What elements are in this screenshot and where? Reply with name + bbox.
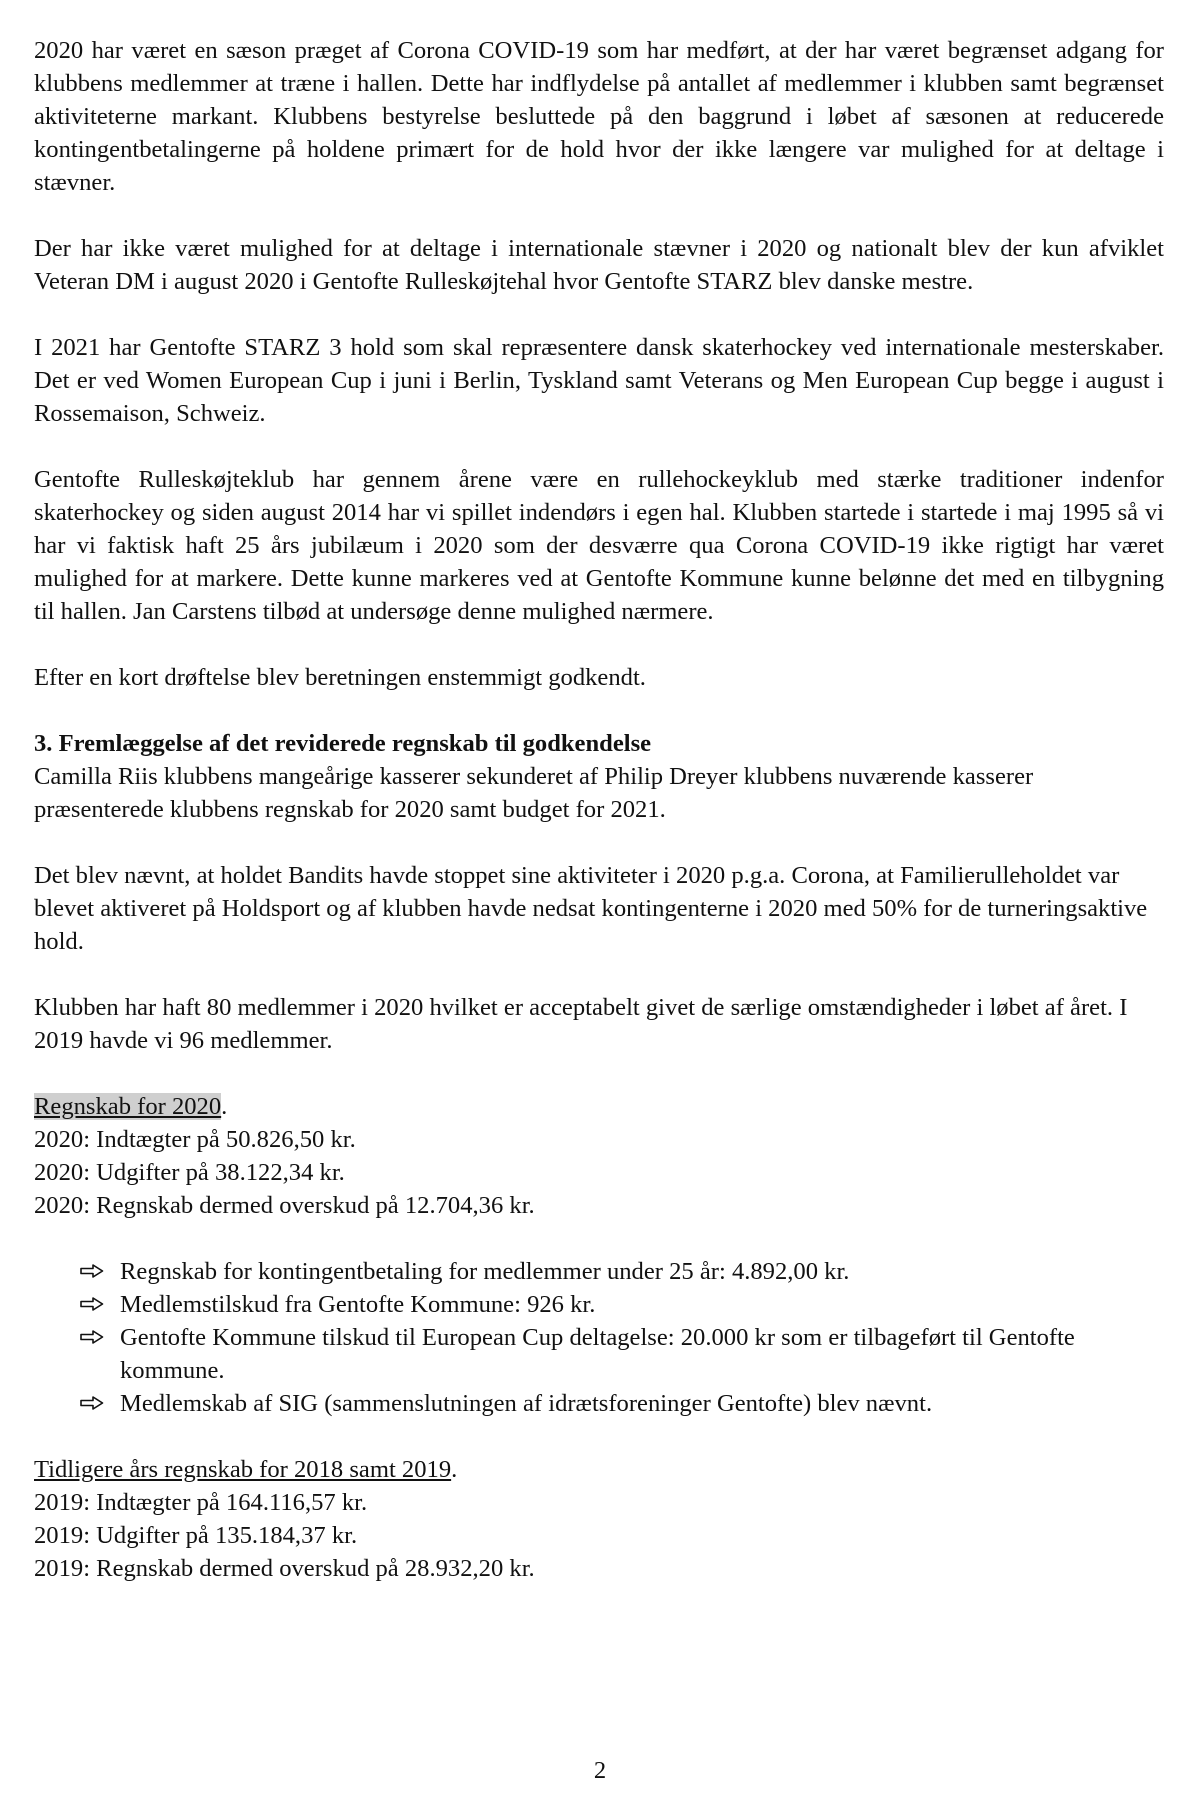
accounts-2019-income: 2019: Indtægter på 164.116,57 kr. <box>34 1489 368 1516</box>
hollow-right-arrow-icon <box>80 1297 104 1311</box>
bullet-text: Medlemstilskud fra Gentofte Kommune: 926 kr. <box>120 1291 596 1318</box>
accounts-2020-surplus: 2020: Regnskab dermed overskud på 12.704,36 kr. <box>34 1192 535 1219</box>
bullet-text: Regnskab for kontingentbetaling for medlemmer under 25 år: 4.892,00 kr. <box>120 1258 850 1285</box>
bullet-text: Gentofte Kommune tilskud til European Cup deltagelse: 20.000 kr som er tilbageført til Gentofte kommune. <box>120 1324 1075 1384</box>
list-item <box>80 1288 1164 1321</box>
accounts-prior-heading-suffix: . <box>451 1456 458 1483</box>
paragraph-club-history: Gentofte Rulleskøjteklub har gennem årene være en rullehockeyklub med stærke traditioner indenfor skaterhockey og siden august 2014 har vi spillet indendørs i egen hal. Klubben startede i startede i maj 1995 så vi har vi faktisk haft 25 års jubilæum i 2020 som der desværre qua Corona COVID-19 ikke rigtigt har været mulighed for at markere. Dette kunne markeres ved at Gentofte Kommune kunne belønne det med en tilbygning til hallen. Jan Carstens tilbød at undersøge denne mulighed nærmere. <box>34 466 1164 625</box>
paragraph-members: Klubben har haft 80 medlemmer i 2020 hvilket er acceptabelt givet de særlige omstændigheder i løbet af året. I 2019 havde vi 96 medlemmer. <box>34 994 1128 1054</box>
page-number: 2 <box>593 1757 607 1784</box>
hollow-right-arrow-icon <box>80 1330 104 1344</box>
hollow-right-arrow-icon <box>80 1396 104 1410</box>
section-3-heading: 3. Fremlæggelse af det reviderede regnskab til godkendelse <box>34 730 652 757</box>
accounts-2020-lines <box>34 1123 1164 1222</box>
bullet-text: Medlemskab af SIG (sammenslutningen af idrætsforeninger Gentofte) blev nævnt. <box>120 1390 933 1417</box>
accounts-2020-income: 2020: Indtægter på 50.826,50 kr. <box>34 1126 356 1153</box>
accounts-prior-heading <box>34 1453 1164 1486</box>
hollow-right-arrow-icon <box>80 1264 104 1278</box>
accounts-2020-heading-suffix: . <box>221 1093 228 1120</box>
paragraph-season-2020: 2020 har været en sæson præget af Corona COVID-19 som har medført, at der har været begrænset adgang for klubbens medlemmer at træne i hallen. Dette har indflydelse på antallet af medlemmer i klubben samt begrænset aktiviteterne markant. Klubbens bestyrelse besluttede på den baggrund i løbet af sæsonen at reducerede kontingentbetalingerne på holdene primært for de hold hvor der ikke længere var mulighed for at deltage i stævner. <box>34 37 1164 196</box>
list-item <box>80 1255 1164 1288</box>
list-item <box>80 1387 1164 1420</box>
section-3-intro: Camilla Riis klubbens mangeårige kasserer sekunderet af Philip Dreyer klubbens nuværende kasserer præsenterede klubbens regnskab for 2020 samt budget for 2021. <box>34 763 1034 823</box>
accounts-2020-expenses: 2020: Udgifter på 38.122,34 kr. <box>34 1159 345 1186</box>
document-page <box>34 34 1164 1618</box>
paragraph-2021-teams: I 2021 har Gentofte STARZ 3 hold som skal repræsentere dansk skaterhockey ved internationale mesterskaber. Det er ved Women European Cup i juni i Berlin, Tyskland samt Veterans og Men European Cup begge i august i Rossemaison, Schweiz. <box>34 334 1164 427</box>
accounts-2020-heading-text: Regnskab for 2020 <box>34 1093 222 1120</box>
accounts-prior-lines <box>34 1486 1164 1585</box>
paragraph-bandits: Det blev nævnt, at holdet Bandits havde stoppet sine aktiviteter i 2020 p.g.a. Corona, at Familierulleholdet var blevet aktiveret på Holdsport og af klubben havde nedsat kontingenterne i 2020 med 50% for de turneringsaktive hold. <box>34 862 1148 955</box>
list-item <box>80 1321 1164 1387</box>
accounts-prior-heading-text: Tidligere års regnskab for 2018 samt 2019 <box>34 1456 452 1483</box>
paragraph-international: Der har ikke været mulighed for at deltage i internationale stævner i 2020 og nationalt blev der kun afviklet Veteran DM i august 2020 i Gentofte Rulleskøjtehal hvor Gentofte STARZ blev danske mestre. <box>34 235 1164 295</box>
paragraph-approval: Efter en kort drøftelse blev beretningen enstemmigt godkendt. <box>34 664 646 691</box>
accounts-2019-surplus: 2019: Regnskab dermed overskud på 28.932,20 kr. <box>34 1555 535 1582</box>
accounts-2019-expenses: 2019: Udgifter på 135.184,37 kr. <box>34 1522 358 1549</box>
accounts-2020-bullet-list <box>34 1255 1164 1420</box>
accounts-2020-heading <box>34 1090 1164 1123</box>
